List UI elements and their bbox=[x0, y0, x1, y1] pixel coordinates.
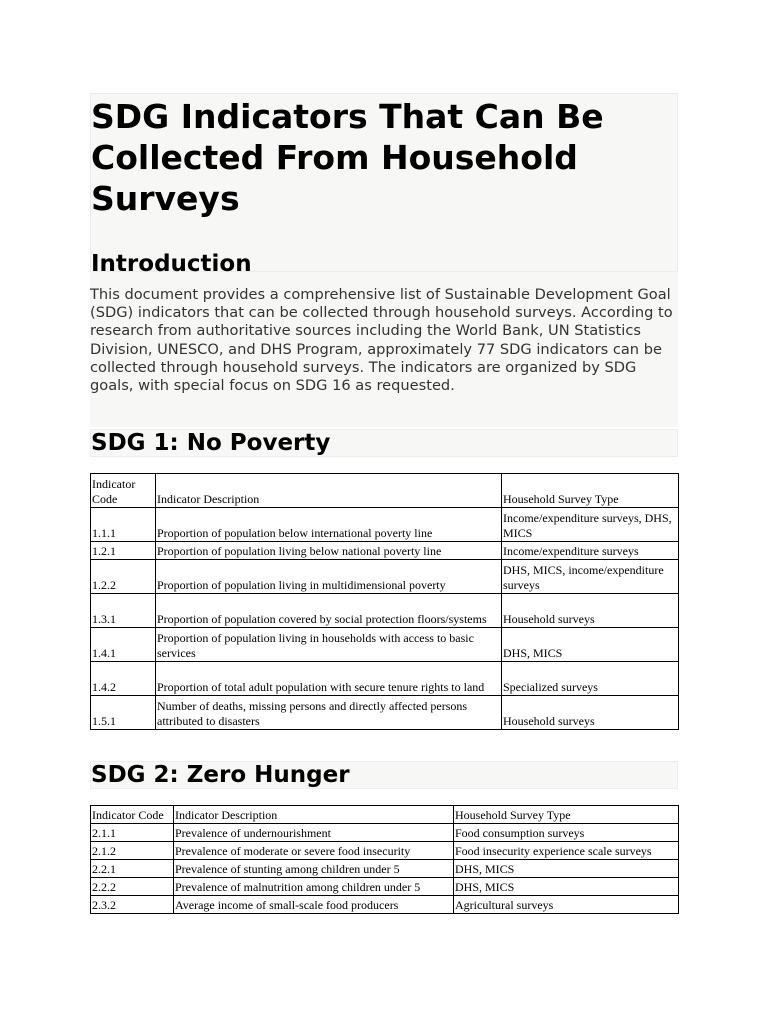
indicator-code: 1.4.2 bbox=[91, 662, 156, 696]
column-header: Household Survey Type bbox=[502, 474, 679, 508]
column-header: Indicator Description bbox=[156, 474, 502, 508]
document-page bbox=[90, 93, 678, 427]
survey-type: Household surveys bbox=[502, 696, 679, 730]
indicator-description: Proportion of population living in multidimensional poverty bbox=[156, 560, 502, 594]
title-block bbox=[90, 93, 678, 277]
table-row bbox=[91, 824, 679, 842]
table-header-row bbox=[91, 806, 679, 824]
indicator-description: Proportion of population living in households with access to basic services bbox=[156, 628, 502, 662]
indicator-code: 1.5.1 bbox=[91, 696, 156, 730]
table-row bbox=[91, 696, 679, 730]
indicator-description: Number of deaths, missing persons and directly affected persons attributed to disasters bbox=[156, 696, 502, 730]
column-header: Indicator Code bbox=[91, 806, 174, 824]
indicator-code: 2.2.1 bbox=[91, 860, 174, 878]
column-header: Indicator Code bbox=[91, 474, 156, 508]
indicator-code: 1.2.1 bbox=[91, 542, 156, 560]
indicator-code: 2.1.1 bbox=[91, 824, 174, 842]
intro-paragraph: This document provides a comprehensive list of Sustainable Development Goal (SDG) indicators that can be collected through household surveys. According to research from authoritative sources including the World Bank, UN Statistics Division, UNESCO, and DHS Program, approximately 77 SDG indicators can be collected through household surveys. The indicators are organized by SDG goals, with special focus on SDG 16 as requested. bbox=[90, 272, 678, 427]
sdg2-table bbox=[90, 805, 679, 914]
table-row bbox=[91, 628, 679, 662]
indicator-code: 2.2.2 bbox=[91, 878, 174, 896]
indicator-code: 1.1.1 bbox=[91, 508, 156, 542]
table-row bbox=[91, 542, 679, 560]
indicator-code: 2.3.2 bbox=[91, 896, 174, 914]
indicator-code: 1.4.1 bbox=[91, 628, 156, 662]
survey-type: DHS, MICS bbox=[454, 860, 679, 878]
survey-type: Income/expenditure surveys bbox=[502, 542, 679, 560]
section-heading-sdg2: SDG 2: Zero Hunger bbox=[90, 761, 678, 789]
indicator-description: Prevalence of moderate or severe food insecurity bbox=[174, 842, 454, 860]
indicator-code: 1.3.1 bbox=[91, 594, 156, 628]
indicator-description: Proportion of total adult population with secure tenure rights to land bbox=[156, 662, 502, 696]
column-header: Household Survey Type bbox=[454, 806, 679, 824]
survey-type: Agricultural surveys bbox=[454, 896, 679, 914]
indicator-description: Proportion of population below international poverty line bbox=[156, 508, 502, 542]
table-row bbox=[91, 594, 679, 628]
indicator-description: Average income of small-scale food producers bbox=[174, 896, 454, 914]
indicator-code: 2.1.2 bbox=[91, 842, 174, 860]
column-header: Indicator Description bbox=[174, 806, 454, 824]
table-row bbox=[91, 860, 679, 878]
survey-type: DHS, MICS, income/expenditure surveys bbox=[502, 560, 679, 594]
table-row bbox=[91, 508, 679, 542]
intro-heading: Introduction bbox=[91, 251, 252, 277]
table-header-row bbox=[91, 474, 679, 508]
indicator-description: Prevalence of malnutrition among children under 5 bbox=[174, 878, 454, 896]
table-row bbox=[91, 896, 679, 914]
indicator-description: Proportion of population living below national poverty line bbox=[156, 542, 502, 560]
page-title: SDG Indicators That Can Be Collected From Household Surveys bbox=[91, 97, 604, 218]
indicator-description: Proportion of population covered by social protection floors/systems bbox=[156, 594, 502, 628]
survey-type: Income/expenditure surveys, DHS, MICS bbox=[502, 508, 679, 542]
table-row bbox=[91, 878, 679, 896]
table-row bbox=[91, 662, 679, 696]
survey-type: Household surveys bbox=[502, 594, 679, 628]
survey-type: Food insecurity experience scale surveys bbox=[454, 842, 679, 860]
indicator-description: Prevalence of undernourishment bbox=[174, 824, 454, 842]
table-row bbox=[91, 560, 679, 594]
survey-type: DHS, MICS bbox=[502, 628, 679, 662]
table-row bbox=[91, 842, 679, 860]
survey-type: Specialized surveys bbox=[502, 662, 679, 696]
sdg1-table bbox=[90, 473, 679, 730]
survey-type: Food consumption surveys bbox=[454, 824, 679, 842]
section-heading-sdg1: SDG 1: No Poverty bbox=[90, 429, 678, 457]
survey-type: DHS, MICS bbox=[454, 878, 679, 896]
indicator-code: 1.2.2 bbox=[91, 560, 156, 594]
indicator-description: Prevalence of stunting among children under 5 bbox=[174, 860, 454, 878]
